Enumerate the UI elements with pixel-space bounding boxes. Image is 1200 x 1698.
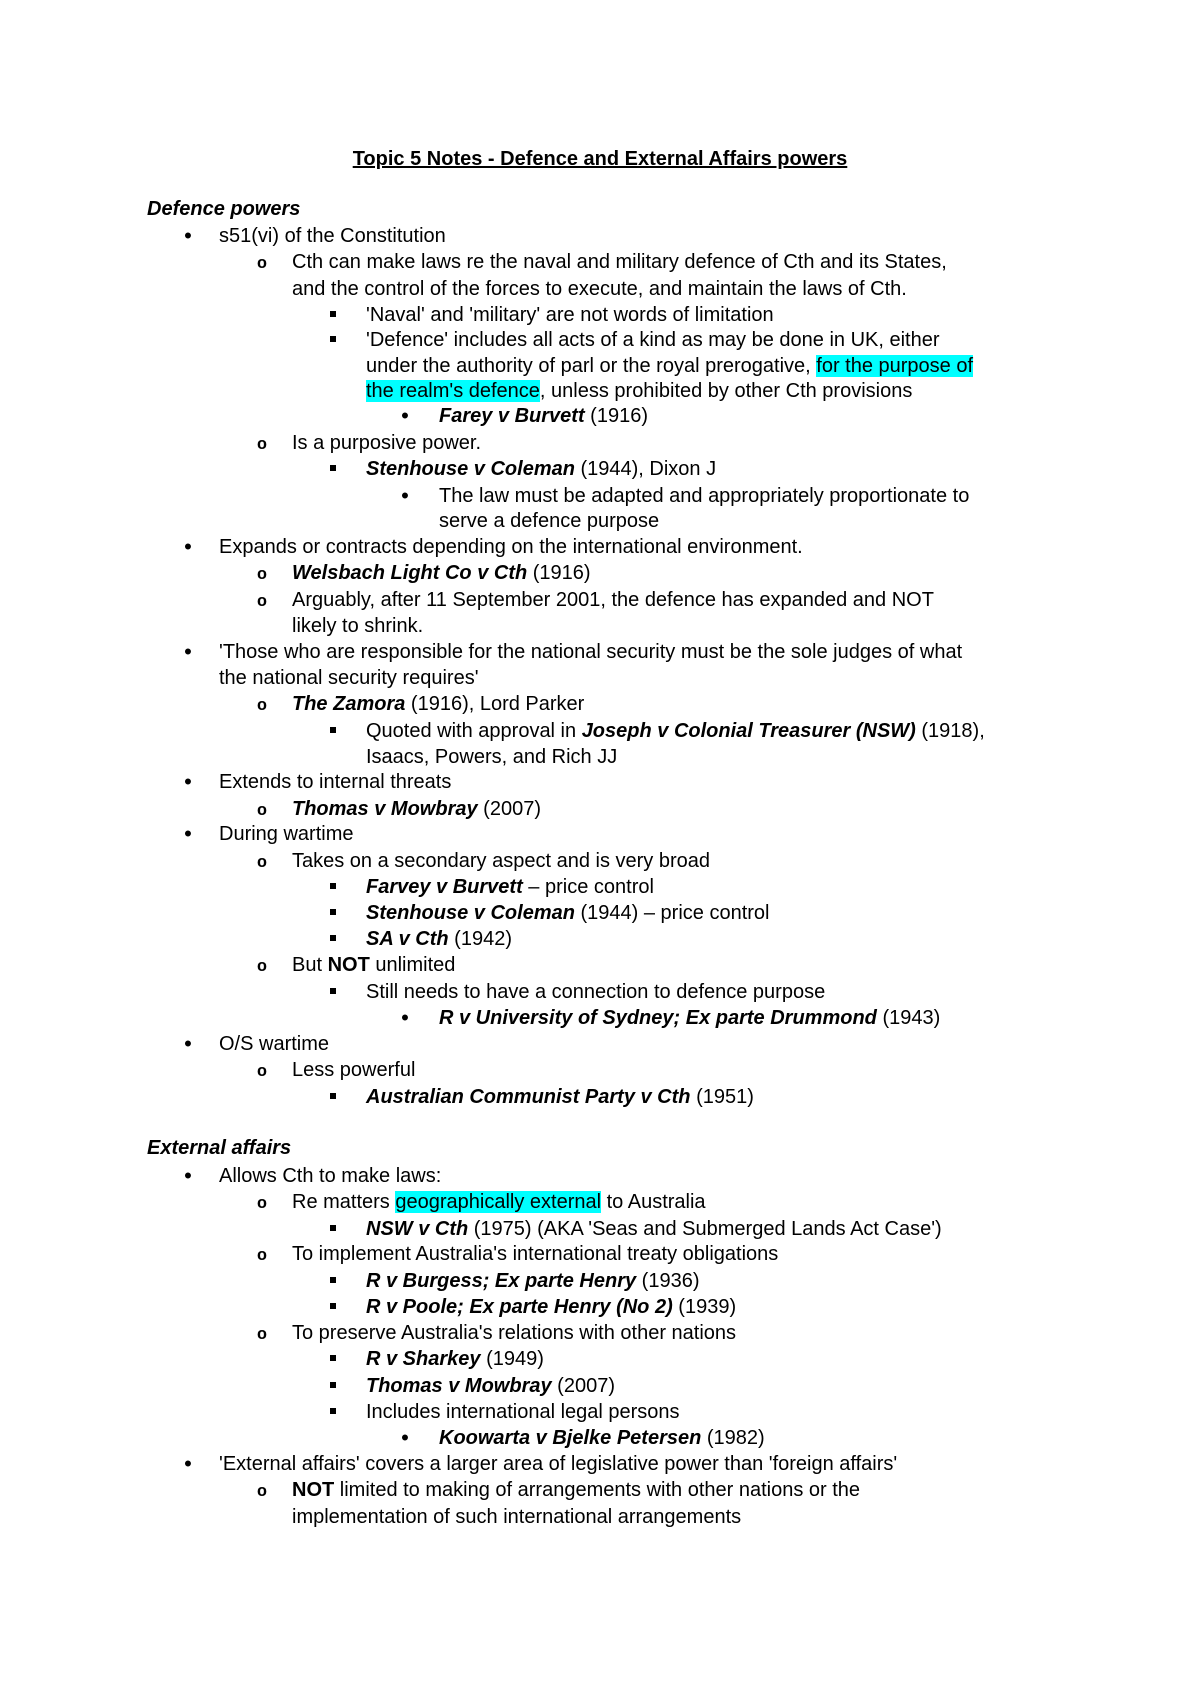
list-item-continuation: implementation of such international arrangements	[292, 1506, 742, 1528]
sub-bullet-marker	[254, 849, 270, 873]
list-item	[366, 875, 654, 899]
sub-bullet-marker	[254, 1058, 270, 1082]
list-item: Takes on a secondary aspect and is very broad	[292, 850, 711, 872]
emphasis: NOT	[292, 1479, 335, 1501]
list-item-continuation: and the control of the forces to execute, and maintain the laws of Cth.	[292, 278, 907, 300]
bullet-marker	[180, 535, 196, 559]
emphasis: NOT	[327, 954, 370, 976]
square-bullet-marker	[325, 457, 341, 481]
sub-bullet-marker	[254, 561, 270, 585]
list-item: Expands or contracts depending on the international environment.	[219, 536, 803, 558]
list-item	[366, 1295, 736, 1319]
case-year: (1939)	[672, 1296, 737, 1318]
case-year: (1949)	[480, 1348, 544, 1370]
case-name: R v Sharkey	[366, 1348, 481, 1370]
list-item: Less powerful	[292, 1059, 416, 1081]
list-item	[292, 1478, 860, 1502]
list-item	[439, 1006, 940, 1030]
sub-bullet-marker	[254, 692, 270, 716]
case-name: Welsbach Light Co v Cth	[292, 562, 528, 584]
list-item	[366, 719, 985, 743]
square-bullet-marker	[325, 901, 341, 925]
text: under the authority of parl or the royal prerogative,	[366, 355, 817, 377]
bullet-marker	[180, 822, 196, 846]
page-title: Topic 5 Notes - Defence and External Affairs powers	[352, 148, 848, 170]
list-item: Cth can make laws re the naval and military defence of Cth and its States,	[292, 251, 947, 273]
list-item	[366, 1269, 699, 1293]
list-item: s51(vi) of the Constitution	[219, 225, 446, 247]
list-item: To implement Australia's international treaty obligations	[292, 1243, 779, 1265]
list-item-continuation: the national security requires'	[219, 667, 479, 689]
highlighted-text: the realm's defence	[366, 380, 540, 402]
case-detail: – price control	[522, 876, 654, 898]
square-bullet-marker	[325, 1269, 341, 1293]
text: limited to making of arrangements with other nations or the	[334, 1479, 861, 1501]
square-bullet-marker	[325, 1085, 341, 1109]
case-name: Farvey v Burvett	[366, 876, 523, 898]
case-name: R v Burgess; Ex parte Henry	[366, 1270, 637, 1292]
case-name: R v University of Sydney; Ex parte Drummond	[439, 1007, 877, 1029]
case-year: (1982)	[701, 1427, 765, 1449]
list-item: Includes international legal persons	[366, 1401, 680, 1423]
bullet-marker	[180, 1452, 196, 1476]
text: But	[292, 954, 328, 976]
case-detail: (1944) – price control	[574, 902, 770, 924]
square-bullet-marker	[325, 1374, 341, 1398]
bullet-marker	[180, 1032, 196, 1056]
sub-bullet-marker	[254, 1242, 270, 1266]
case-year: (1942)	[448, 928, 512, 950]
list-item: O/S wartime	[219, 1033, 330, 1055]
list-item: Is a purposive power.	[292, 432, 481, 454]
square-bullet-marker	[325, 1347, 341, 1371]
bullet-marker	[180, 770, 196, 794]
list-item: Arguably, after 11 September 2001, the defence has expanded and NOT	[292, 589, 934, 611]
list-item	[439, 1426, 765, 1450]
list-item	[439, 404, 648, 428]
case-name: Koowarta v Bjelke Petersen	[439, 1427, 702, 1449]
list-item: 'Defence' includes all acts of a kind as may be done in UK, either	[366, 329, 940, 351]
sub-bullet-marker	[254, 1478, 270, 1502]
bullet-marker	[180, 1164, 196, 1188]
text: unlimited	[369, 954, 456, 976]
list-item	[366, 457, 716, 481]
sub-bullet-marker	[254, 797, 270, 821]
sub-bullet-marker	[254, 431, 270, 455]
list-item: During wartime	[219, 823, 354, 845]
case-detail: (1944), Dixon J	[574, 458, 717, 480]
square-bullet-marker	[325, 303, 341, 327]
square-bullet-marker	[325, 719, 341, 743]
list-item	[292, 561, 591, 585]
case-name: R v Poole; Ex parte Henry (No 2)	[366, 1296, 673, 1318]
case-name: Thomas v Mowbray	[292, 798, 478, 820]
sub-bullet-marker	[254, 1321, 270, 1345]
external-heading: External affairs	[147, 1137, 292, 1159]
case-year: (1951)	[690, 1086, 754, 1108]
list-item	[366, 1085, 754, 1109]
case-name: Thomas v Mowbray	[366, 1375, 552, 1397]
list-item: Still needs to have a connection to defence purpose	[366, 981, 826, 1003]
sub-bullet-marker	[254, 588, 270, 612]
case-name: Stenhouse v Coleman	[366, 458, 575, 480]
list-item-continuation	[366, 354, 973, 378]
sub-bullet-marker	[254, 1190, 270, 1214]
list-item	[366, 901, 769, 925]
bullet-marker	[397, 1006, 413, 1030]
text: Quoted with approval in	[366, 720, 582, 742]
list-item: Allows Cth to make laws:	[219, 1165, 442, 1187]
case-year: (1936)	[636, 1270, 700, 1292]
bullet-marker	[397, 404, 413, 428]
case-year: (2007)	[477, 798, 541, 820]
list-item-continuation	[366, 379, 912, 403]
square-bullet-marker	[325, 1295, 341, 1319]
square-bullet-marker	[325, 1400, 341, 1424]
square-bullet-marker	[325, 927, 341, 951]
list-item	[366, 1374, 615, 1398]
text: to Australia	[601, 1191, 706, 1213]
list-item-continuation: Isaacs, Powers, and Rich JJ	[366, 746, 618, 768]
list-item	[292, 1190, 706, 1214]
highlighted-text: for the purpose of	[816, 355, 974, 377]
case-year: (2007)	[551, 1375, 615, 1397]
case-detail: (1975) (AKA 'Seas and Submerged Lands Act Case')	[468, 1218, 942, 1240]
list-item	[292, 692, 584, 716]
bullet-marker	[180, 224, 196, 248]
case-detail: (1918),	[915, 720, 985, 742]
case-detail: (1916), Lord Parker	[405, 693, 585, 715]
text: , unless prohibited by other Cth provisions	[539, 380, 913, 402]
case-name: Australian Communist Party v Cth	[366, 1086, 691, 1108]
bullet-marker	[397, 484, 413, 508]
square-bullet-marker	[325, 875, 341, 899]
list-item	[366, 927, 512, 951]
square-bullet-marker	[325, 1217, 341, 1241]
case-name: Joseph v Colonial Treasurer (NSW)	[581, 720, 916, 742]
list-item	[292, 953, 455, 977]
case-year: (1916)	[527, 562, 591, 584]
list-item-continuation: serve a defence purpose	[439, 510, 660, 532]
case-name: Farey v Burvett	[439, 405, 585, 427]
case-name: The Zamora	[292, 693, 406, 715]
list-item	[366, 1347, 544, 1371]
list-item: The law must be adapted and appropriately proportionate to	[439, 485, 970, 507]
case-name: NSW v Cth	[366, 1218, 469, 1240]
sub-bullet-marker	[254, 250, 270, 274]
bullet-marker	[397, 1426, 413, 1450]
list-item: 'External affairs' covers a larger area of legislative power than 'foreign affairs'	[219, 1453, 898, 1475]
square-bullet-marker	[325, 980, 341, 1004]
list-item-continuation: likely to shrink.	[292, 615, 424, 637]
list-item: 'Naval' and 'military' are not words of limitation	[366, 304, 774, 326]
defence-heading: Defence powers	[147, 198, 301, 220]
highlighted-text: geographically external	[395, 1191, 602, 1213]
case-name: SA v Cth	[366, 928, 449, 950]
bullet-marker	[180, 640, 196, 664]
list-item: To preserve Australia's relations with other nations	[292, 1322, 737, 1344]
case-year: (1916)	[584, 405, 648, 427]
case-year: (1943)	[876, 1007, 941, 1029]
case-name: Stenhouse v Coleman	[366, 902, 575, 924]
list-item: 'Those who are responsible for the national security must be the sole judges of what	[219, 641, 963, 663]
square-bullet-marker	[325, 328, 341, 352]
list-item	[292, 797, 541, 821]
sub-bullet-marker	[254, 953, 270, 977]
text: Re matters	[292, 1191, 396, 1213]
list-item: Extends to internal threats	[219, 771, 452, 793]
list-item	[366, 1217, 942, 1241]
